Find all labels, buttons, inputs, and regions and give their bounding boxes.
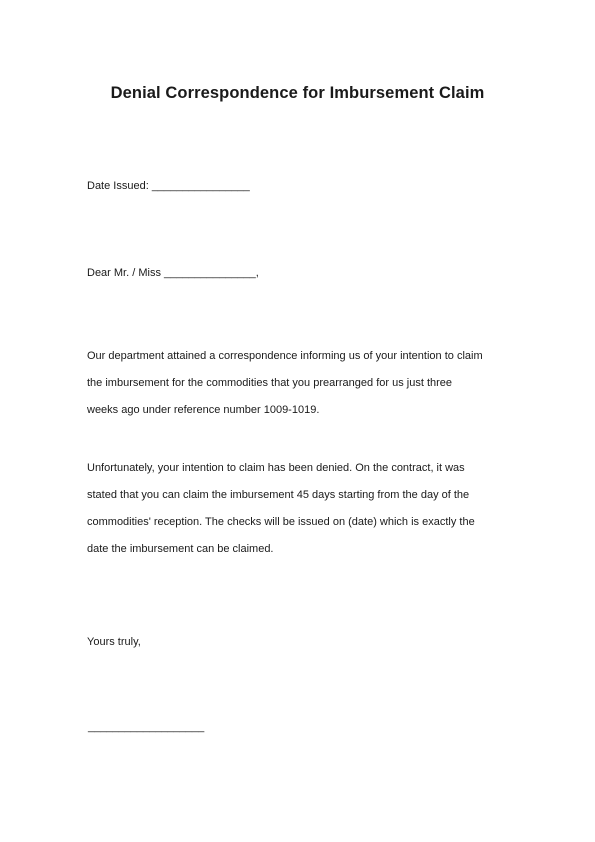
paragraph-1-line: Our department attained a correspondence informing us of your intention to claim xyxy=(87,350,483,362)
paragraph-2 xyxy=(87,455,507,563)
paragraph-1-line: weeks ago under reference number 1009-1019. xyxy=(87,404,320,416)
closing: Yours truly, xyxy=(87,636,141,648)
paragraph-1 xyxy=(87,343,507,424)
signature-line: ___________________ xyxy=(88,721,205,733)
document-title: Denial Correspondence for Imbursement Claim xyxy=(110,84,485,102)
paragraph-2-line: Unfortunately, your intention to claim has been denied. On the contract, it was xyxy=(87,462,465,474)
paragraph-2-line: commodities' reception. The checks will be issued on (date) which is exactly the xyxy=(87,516,475,528)
paragraph-1-line: the imbursement for the commodities that you prearranged for us just three xyxy=(87,377,453,389)
paragraph-2-line: stated that you can claim the imbursement 45 days starting from the day of the xyxy=(87,489,470,501)
date-issued-line: Date Issued: ________________ xyxy=(87,180,250,192)
paragraph-2-line: date the imbursement can be claimed. xyxy=(87,543,274,555)
salutation: Dear Mr. / Miss _______________, xyxy=(87,267,259,279)
